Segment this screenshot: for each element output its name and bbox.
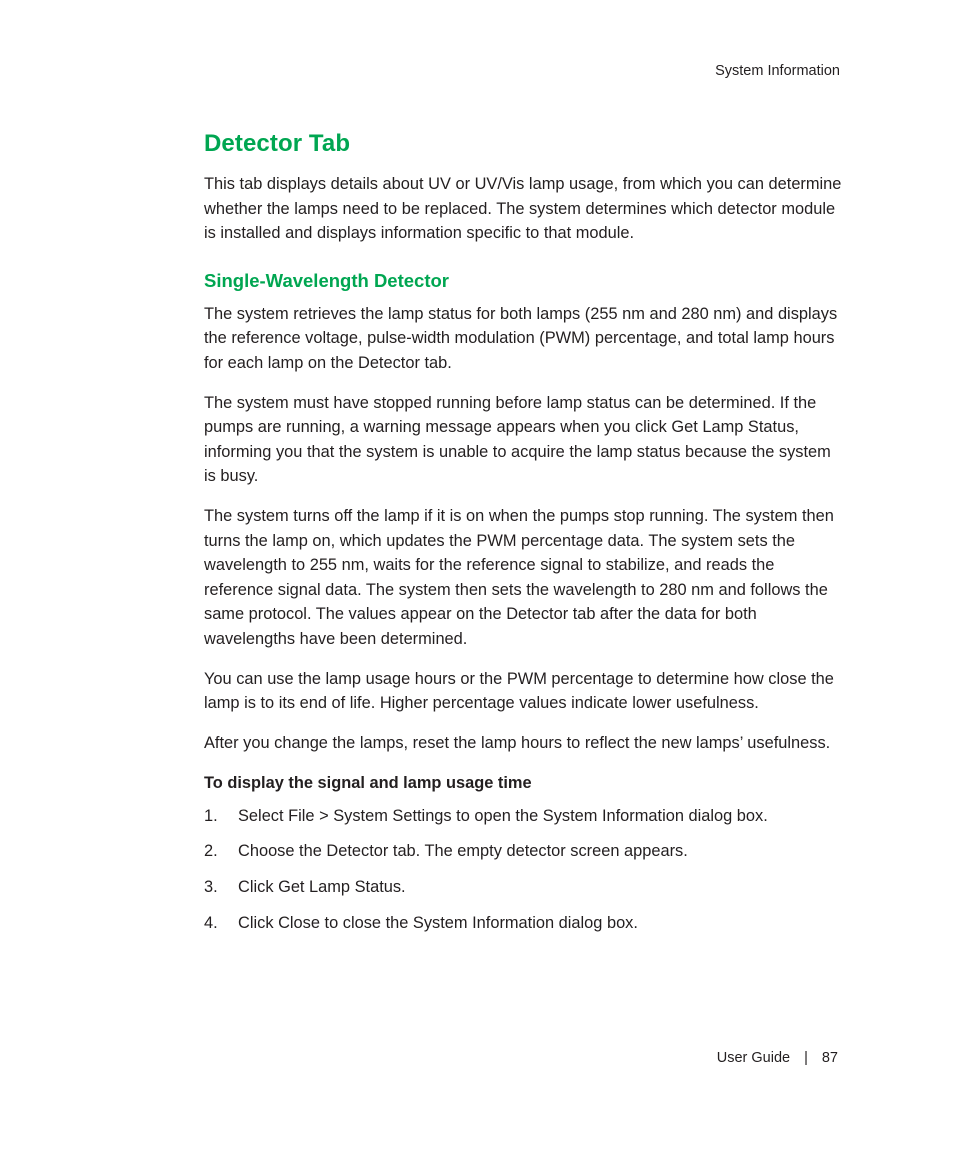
step-text: Click Close to close the System Information dialog box. [238,913,638,932]
page-number: 87 [821,1050,838,1066]
step-text: Choose the Detector tab. The empty detector screen appears. [238,842,688,861]
subsection-title: Single-Wavelength Detector [204,269,449,291]
body-paragraph: The system retrieves the lamp status for both lamps (255 nm and 280 nm) and displays the reference voltage, pulse-width modulation (PWM) percentage, and total lamp hours for each lamp on the Detector tab. [204,304,838,372]
intro-paragraph: This tab displays details about UV or UV/Vis lamp usage, from which you can determine whether the lamps need to be replaced. The system determines which detector module is installed and displays information specific to that module. [204,175,842,243]
page-footer [717,1050,838,1066]
footer-doc-name: User Guide [716,1050,791,1066]
step-number: 4. [204,913,218,932]
procedure-steps [204,804,844,935]
procedure-step [204,911,844,936]
body-paragraph: The system must have stopped running before lamp status can be determined. If the pumps are running, a warning message appears when you click Get Lamp Status, informing you that the system is unable to acquire the lamp status because the system is busy. [204,393,831,486]
procedure-heading: To display the signal and lamp usage time [204,774,532,793]
step-text: Select File > System Settings to open the System Information dialog box. [238,806,768,825]
body-paragraph: After you change the lamps, reset the lamp hours to reflect the new lamps’ usefulness. [204,733,831,752]
procedure-step [204,804,844,829]
section-title: Detector Tab [204,130,351,157]
running-header: System Information [715,63,840,79]
step-number: 2. [204,842,218,861]
footer-separator: | [804,1050,808,1066]
step-number: 3. [204,878,218,897]
body-paragraph: The system turns off the lamp if it is on when the pumps stop running. The system then turns the lamp on, which updates the PWM percentage data. The system sets the wavelength to 255 nm, waits for the reference signal to stabilize, and reads the reference signal data. The system then sets the wavelength to 280 nm and follows the same protocol. The values appear on the Detector tab after the data for both wavelengths have been determined. [204,506,834,648]
procedure-step [204,875,844,900]
step-number: 1. [204,806,218,825]
body-paragraph: You can use the lamp usage hours or the PWM percentage to determine how close the lamp is to its end of life. Higher percentage values indicate lower usefulness. [204,669,834,713]
procedure-step [204,839,844,864]
page-content [204,126,844,946]
step-text: Click Get Lamp Status. [238,878,406,897]
